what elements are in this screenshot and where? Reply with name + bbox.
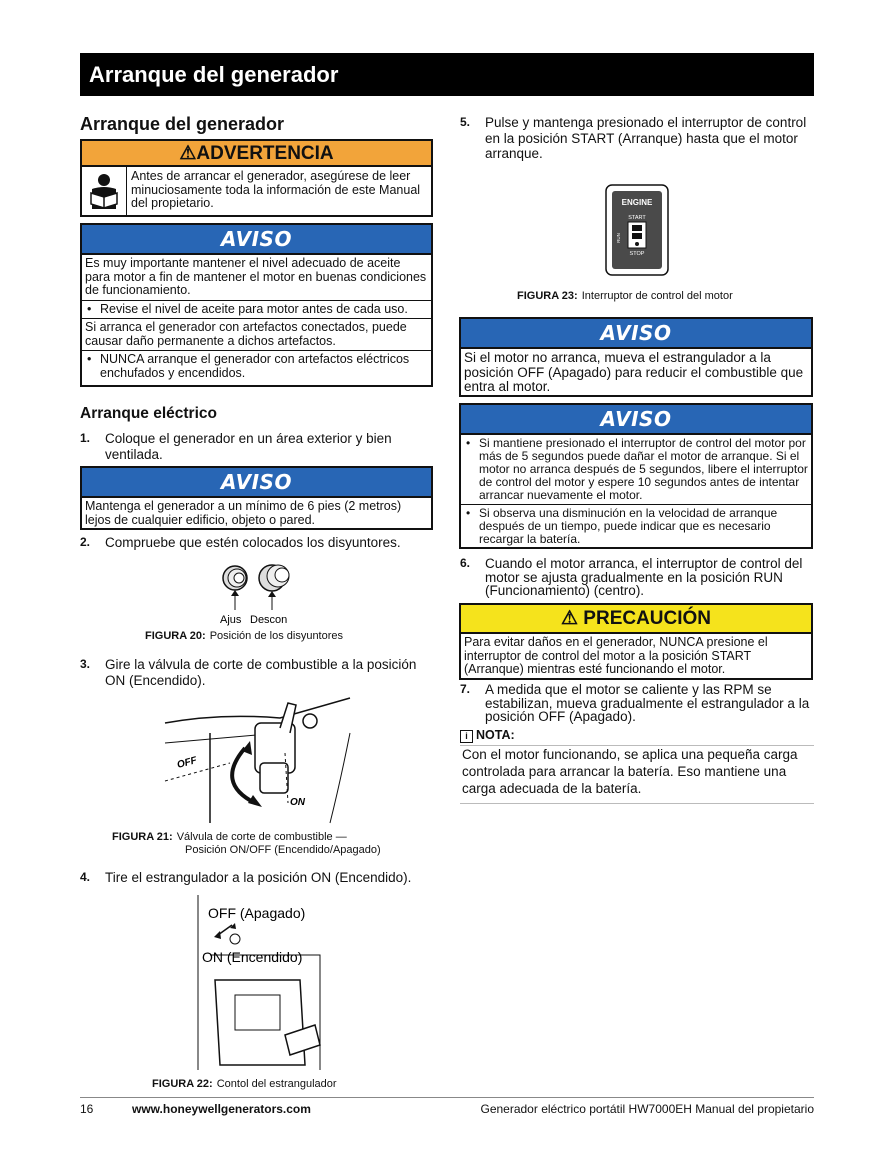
notice-text: Mantenga el generador a un mínimo de 6 pies (2 metros) lejos de cualquier edificio, objeto o pared. — [85, 499, 402, 527]
read-manual-icon — [82, 167, 127, 217]
page-banner: Arranque del generador — [80, 53, 814, 96]
section-title: Arranque del generador — [80, 114, 285, 134]
engine-switch-figure — [605, 184, 669, 276]
step-3: 3. Gire la válvula de corte de combustible a la posición ON (Encendido). — [80, 657, 417, 688]
figure-23-caption: FIGURA 23: Interruptor de control del motor — [517, 290, 733, 302]
fuel-valve-figure — [160, 693, 355, 828]
warning-triangle-icon: ⚠ — [179, 143, 197, 164]
figure-20-caption: FIGURA 20: Posición de los disyuntores — [145, 630, 344, 642]
label-choke-on: ON (Encendido) — [202, 949, 303, 965]
breaker-disconnect-icon — [259, 565, 289, 591]
notice-bullet: • Revise el nivel de aceite para motor antes de cada uso. — [82, 300, 431, 319]
notice-box-distance — [80, 466, 433, 530]
label-run: RUN — [616, 233, 621, 243]
caution-text: Para evitar daños en el generador, NUNCA presione el interruptor de control del motor a la posición START (Arranque) mientras esté funcionando el motor. — [464, 635, 768, 676]
note-header: i NOTA: — [460, 728, 814, 746]
note-text: Con el motor funcionando, se aplica una pequeña carga controlada para arrancar la batería. Eso mantiene una carga adecuada de la batería. — [462, 747, 798, 796]
step-6: 6. Cuando el motor arranca, el interruptor de control del motor se ajusta gradualmente en la posición RUN (Funcionamiento) (centro). — [460, 556, 803, 598]
breaker-reset-icon — [223, 566, 247, 590]
caution-header: ⚠ PRECAUCIÓN — [461, 605, 811, 634]
notice-header: AVISO — [461, 405, 811, 435]
subsection-title: Arranque eléctrico — [80, 405, 217, 422]
page-number: 16 — [80, 1102, 94, 1116]
label-on: ON — [290, 797, 305, 808]
notice-header: AVISO — [461, 319, 811, 349]
footer-divider — [80, 1097, 814, 1098]
notice-bullet: • NUNCA arranque el generador con artefactos eléctricos enchufados y encendidos. — [82, 350, 431, 382]
label-off: OFF — [175, 755, 199, 771]
notice-bullet: • Si observa una disminución en la velocidad de arranque después de un tiempo, puede indicar que es necesario recargar la batería. — [461, 504, 811, 548]
warning-header: ⚠ADVERTENCIA — [82, 141, 431, 167]
notice-header: AVISO — [82, 468, 431, 498]
notice-text: Si el motor no arranca, mueva el estrangulador a la posición OFF (Apagado) para reducir el combustible que entra al motor. — [464, 350, 804, 394]
breaker-figure — [210, 560, 310, 628]
info-icon: i — [460, 730, 473, 743]
step-7: 7. A medida que el motor se caliente y las RPM se estabilizan, mueva gradualmente el estrangulador a la posición OFF (Apagado). — [460, 682, 810, 724]
footer-url[interactable]: www.honeywellgenerators.com — [132, 1102, 311, 1116]
caution-triangle-icon: ⚠ — [560, 608, 579, 629]
step-2: 2. Compruebe que estén colocados los disyuntores. — [80, 535, 401, 550]
footer-title: Generador eléctrico portátil HW7000EH Manual del propietario — [480, 1102, 814, 1116]
label-stop: STOP — [629, 251, 645, 257]
label-descon: Descon — [250, 614, 288, 626]
choke-figure — [190, 895, 330, 1077]
notice-box-oil — [80, 223, 433, 387]
notice-header: AVISO — [82, 225, 431, 255]
caution-box — [459, 603, 813, 680]
warning-text: Antes de arrancar el generador, asegúrese de leer minuciosamente toda la información de este Manual del propietario. — [131, 169, 421, 210]
notice-box-choke — [459, 317, 813, 397]
step-1: 1. Coloque el generador en un área exterior y bien ventilada. — [80, 431, 392, 462]
notice-bullet: • Si mantiene presionado el interruptor de control del motor por más de 5 segundos puede dañar el motor de arranque. Si el motor no arranca después de 5 segundos, libere el interruptor de control del motor y espere 10 segundos antes de intentar arrancar nuevamente el motor. — [461, 435, 811, 504]
notice-paragraph: Es muy importante mantener el nivel adecuado de aceite para motor a fin de mantener el motor en buenas condiciones de funcionamiento. — [85, 256, 427, 297]
step-4: 4. Tire el estrangulador a la posición ON (Encendido). — [80, 870, 412, 885]
label-start: START — [628, 215, 646, 221]
warning-box — [80, 139, 433, 217]
figure-21-caption: FIGURA 21: Válvula de corte de combustible — Posición ON/OFF (Encendido/Apagado) — [112, 831, 381, 856]
label-choke-off: OFF (Apagado) — [208, 905, 306, 921]
figure-22-caption: FIGURA 22: Contol del estrangulador — [152, 1078, 337, 1090]
step-5: 5. Pulse y mantenga presionado el interruptor de control en la posición START (Arranque) hasta que el motor arranque. — [460, 115, 807, 161]
notice-box-starter — [459, 403, 813, 549]
note-divider — [460, 803, 814, 804]
label-ajus: Ajus — [220, 614, 242, 626]
notice-paragraph: Si arranca el generador con artefactos conectados, puede causar daño permanente a dichos artefactos. — [82, 318, 431, 350]
label-engine: ENGINE — [621, 198, 653, 207]
